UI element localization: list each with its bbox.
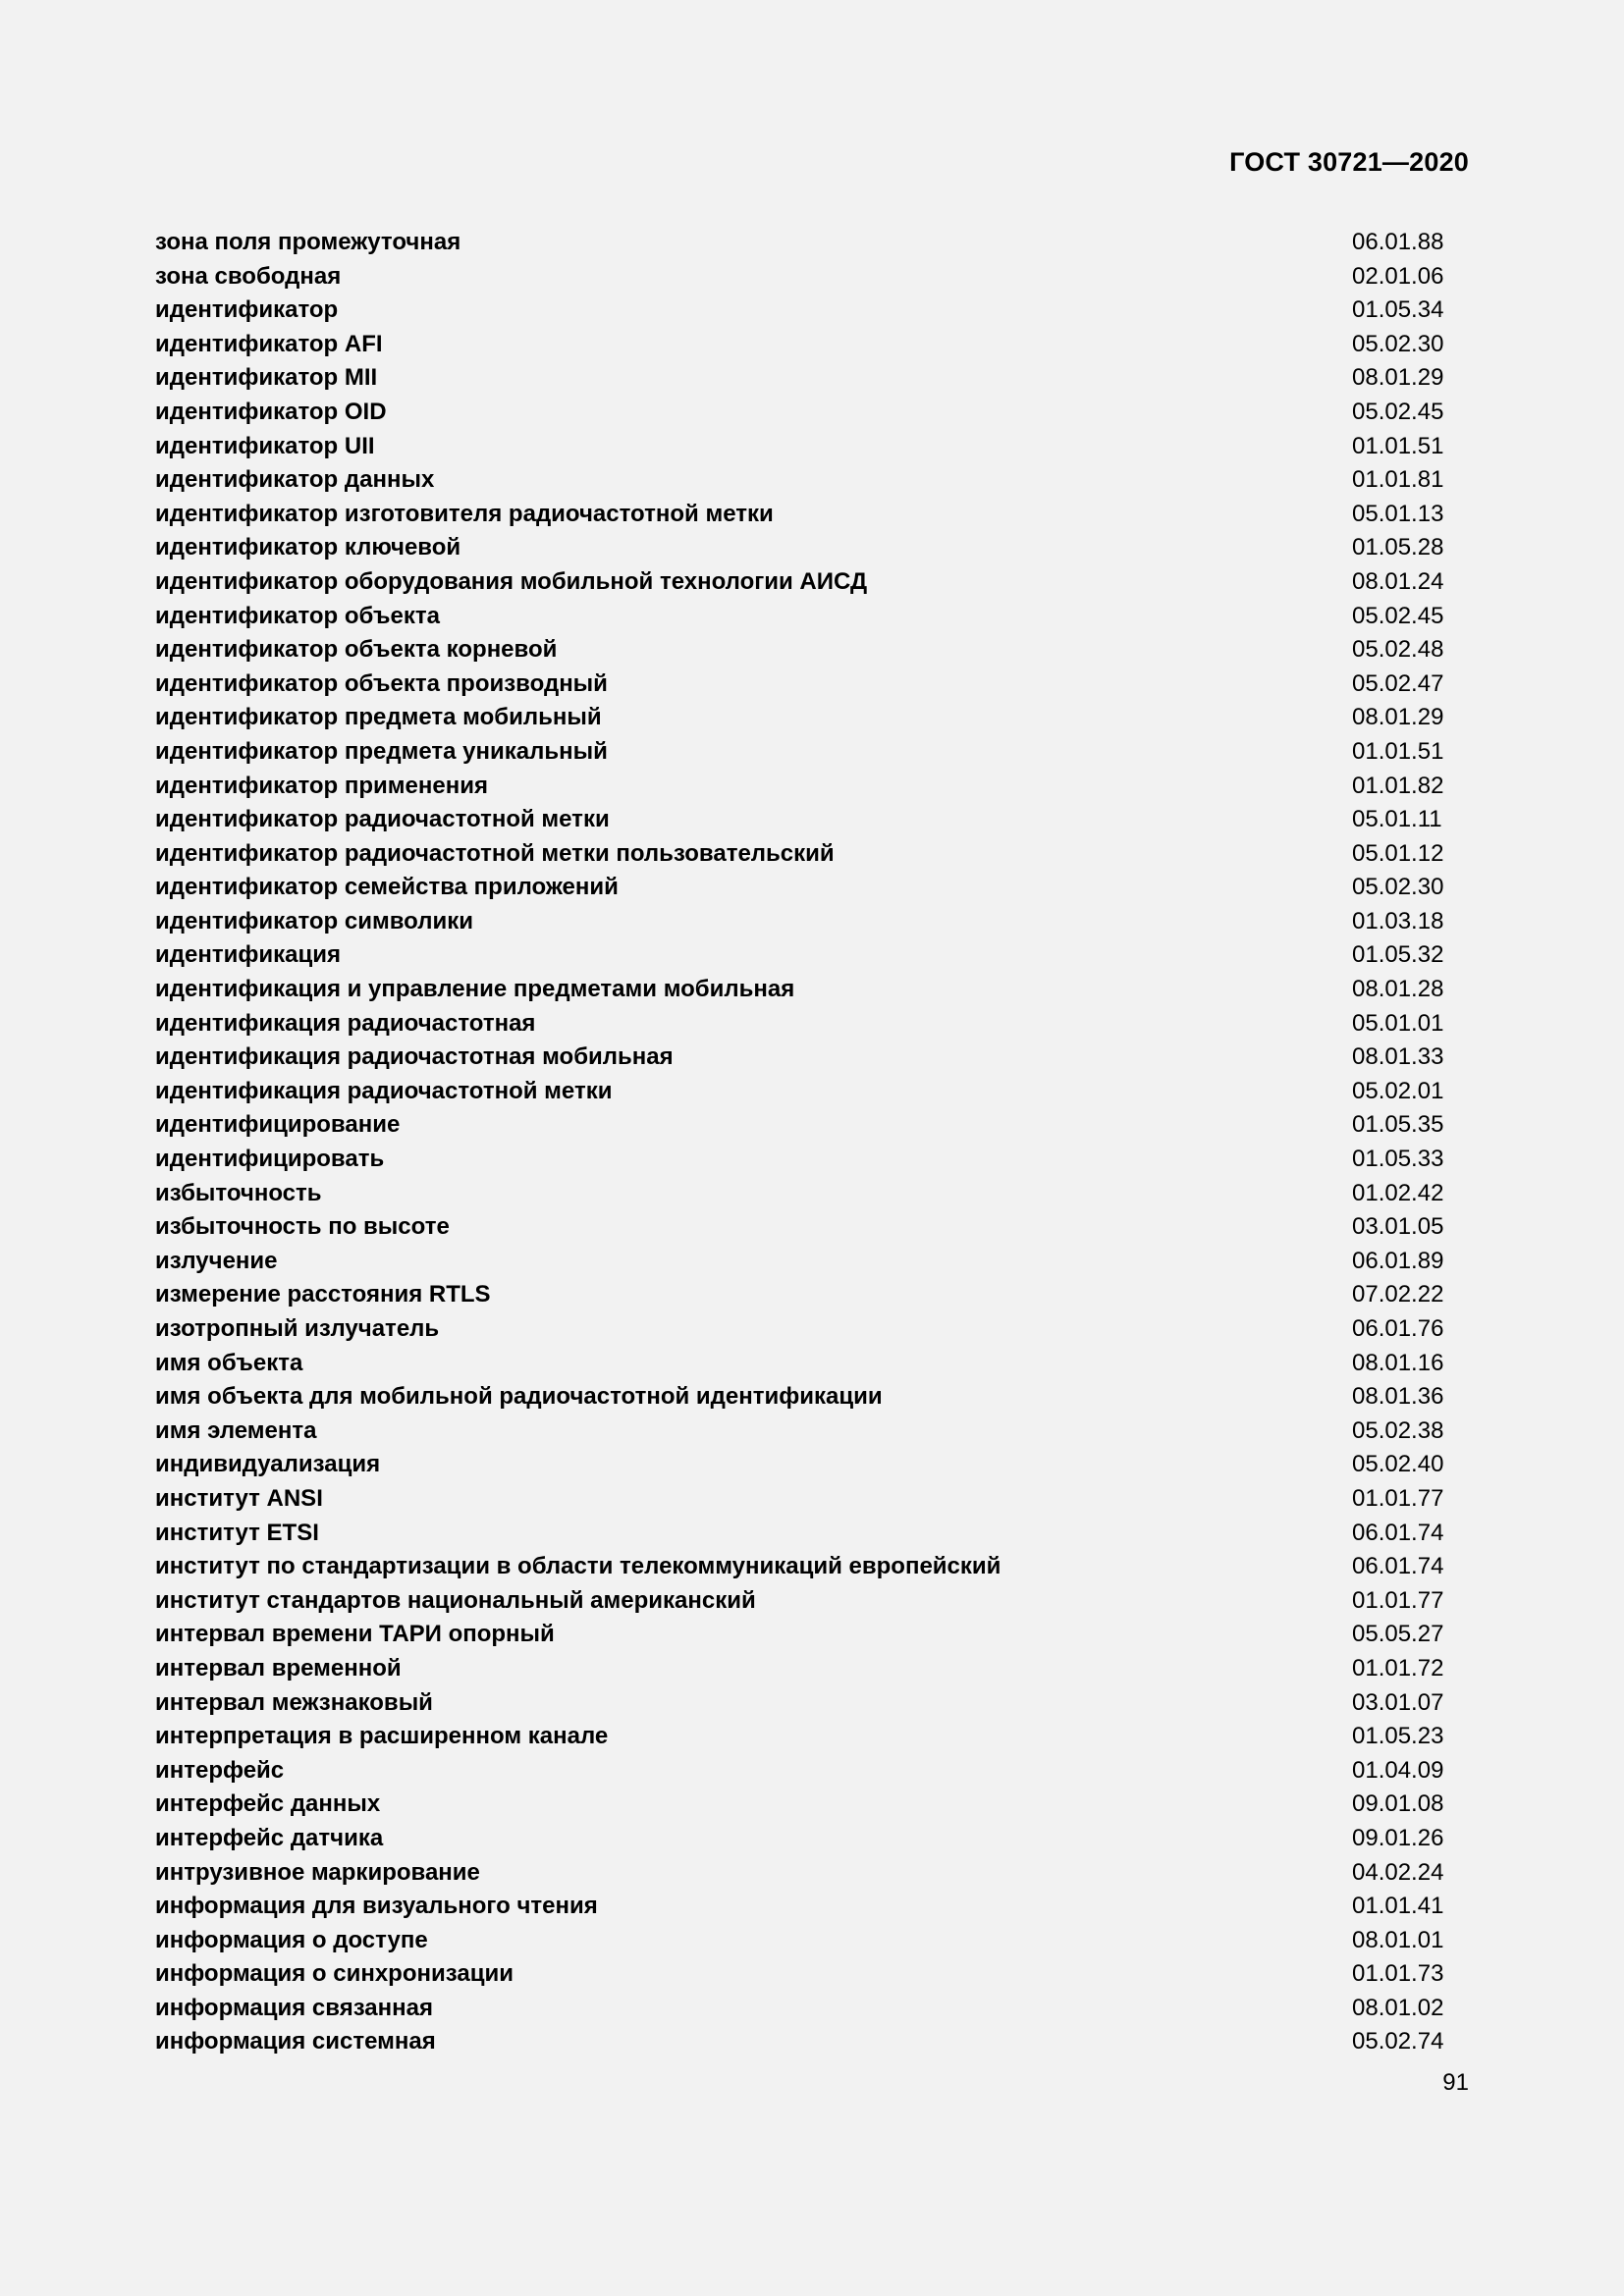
entry-code: 03.01.07 [1352, 1688, 1444, 1716]
entry-term: идентификатор применения [155, 772, 488, 799]
index-entry [155, 1143, 1447, 1177]
entry-code: 06.01.74 [1352, 1553, 1444, 1580]
index-entry [155, 600, 1447, 634]
entry-term: изотропный излучатель [155, 1315, 440, 1342]
index-entry [155, 1482, 1447, 1517]
index-entry [155, 938, 1447, 973]
entry-term: интерфейс данных [155, 1790, 381, 1818]
index-entry [155, 1822, 1447, 1856]
entry-code: 05.02.30 [1352, 874, 1444, 901]
entry-term: интерфейс [155, 1756, 285, 1784]
entry-code: 01.05.32 [1352, 941, 1444, 969]
entry-term: интервал времени ТАРИ опорный [155, 1621, 555, 1648]
entry-term: идентификатор UII [155, 432, 375, 459]
entry-code: 08.01.36 [1352, 1383, 1444, 1411]
entry-term: идентификатор объекта корневой [155, 636, 558, 664]
entry-code: 05.05.27 [1352, 1621, 1444, 1648]
entry-code: 05.02.48 [1352, 636, 1444, 664]
index-entry [155, 1312, 1447, 1347]
entry-code: 04.02.24 [1352, 1858, 1444, 1886]
entry-code: 03.01.05 [1352, 1213, 1444, 1241]
index-entry [155, 701, 1447, 735]
index-entry [155, 1415, 1447, 1449]
entry-code: 05.02.45 [1352, 398, 1444, 425]
index-entry [155, 1924, 1447, 1958]
index-entry [155, 973, 1447, 1007]
entry-term: идентифицирование [155, 1111, 401, 1139]
index-entry [155, 1278, 1447, 1312]
index-entry [155, 1550, 1447, 1584]
entry-code: 01.01.41 [1352, 1893, 1444, 1920]
entry-term: идентификатор радиочастотной метки пользовательский [155, 839, 835, 867]
entry-term: идентификатор семейства приложений [155, 874, 619, 901]
index-entry [155, 463, 1447, 498]
entry-code: 01.04.09 [1352, 1756, 1444, 1784]
index-entry [155, 871, 1447, 905]
index-entry [155, 1584, 1447, 1619]
index-entry [155, 396, 1447, 430]
entry-term: избыточность [155, 1179, 322, 1206]
entry-code: 08.01.29 [1352, 364, 1444, 392]
entry-term: зона свободная [155, 262, 342, 290]
index-entry [155, 260, 1447, 294]
entry-term: идентификатор AFI [155, 330, 383, 357]
entry-term: идентификатор данных [155, 466, 435, 494]
entry-term: избыточность по высоте [155, 1213, 450, 1241]
index-entry [155, 735, 1447, 770]
entry-code: 01.05.23 [1352, 1723, 1444, 1750]
index-entry [155, 1992, 1447, 2026]
index-entry [155, 498, 1447, 532]
entry-code: 05.02.40 [1352, 1451, 1444, 1478]
index-entry [155, 1007, 1447, 1041]
entry-code: 08.01.28 [1352, 976, 1444, 1003]
entry-code: 01.01.77 [1352, 1586, 1444, 1614]
index-entry [155, 837, 1447, 872]
term-index-list [155, 226, 1447, 2059]
entry-term: информация о доступе [155, 1926, 428, 1953]
entry-code: 01.01.51 [1352, 737, 1444, 765]
page-number: 91 [1442, 2069, 1469, 2096]
entry-code: 01.01.77 [1352, 1484, 1444, 1512]
entry-code: 01.01.81 [1352, 466, 1444, 494]
entry-term: интерпретация в расширенном канале [155, 1723, 609, 1750]
index-entry [155, 1686, 1447, 1721]
entry-term: идентификатор [155, 296, 339, 324]
entry-term: идентификация [155, 941, 341, 969]
entry-term: измерение расстояния RTLS [155, 1281, 491, 1308]
index-entry [155, 226, 1447, 260]
index-entry [155, 1075, 1447, 1109]
entry-code: 05.02.30 [1352, 330, 1444, 357]
index-entry [155, 1652, 1447, 1686]
entry-code: 05.01.13 [1352, 500, 1444, 527]
entry-code: 01.01.82 [1352, 772, 1444, 799]
entry-term: интервал межзнаковый [155, 1688, 433, 1716]
index-entry [155, 1788, 1447, 1822]
entry-term: идентифицировать [155, 1146, 385, 1173]
index-entry [155, 1517, 1447, 1551]
entry-code: 01.05.28 [1352, 534, 1444, 561]
entry-term: имя объекта [155, 1349, 303, 1376]
index-entry [155, 1245, 1447, 1279]
entry-code: 06.01.76 [1352, 1315, 1444, 1342]
entry-code: 05.02.01 [1352, 1077, 1444, 1104]
entry-term: идентификатор объекта производный [155, 669, 608, 697]
entry-code: 08.01.16 [1352, 1349, 1444, 1376]
index-entry [155, 1754, 1447, 1789]
entry-term: излучение [155, 1247, 278, 1274]
entry-term: зона поля промежуточная [155, 229, 461, 255]
entry-term: идентификатор OID [155, 398, 387, 425]
entry-term: институт ETSI [155, 1519, 319, 1546]
entry-term: институт стандартов национальный американский [155, 1586, 756, 1614]
entry-term: идентификатор предмета уникальный [155, 737, 608, 765]
entry-code: 05.02.38 [1352, 1416, 1444, 1444]
entry-code: 09.01.08 [1352, 1790, 1444, 1818]
index-entry [155, 667, 1447, 702]
entry-code: 08.01.01 [1352, 1926, 1444, 1953]
entry-code: 01.01.73 [1352, 1960, 1444, 1988]
entry-code: 01.01.51 [1352, 432, 1444, 459]
entry-term: идентификатор оборудования мобильной технологии АИСД [155, 567, 868, 595]
entry-term: информация связанная [155, 1994, 433, 2021]
entry-code: 05.01.12 [1352, 839, 1444, 867]
entry-term: идентификатор ключевой [155, 534, 461, 561]
entry-code: 06.01.88 [1352, 229, 1444, 255]
entry-code: 01.02.42 [1352, 1179, 1444, 1206]
index-entry [155, 1041, 1447, 1075]
document-header: ГОСТ 30721—2020 [1229, 147, 1469, 177]
entry-code: 01.03.18 [1352, 907, 1444, 934]
entry-term: идентификация радиочастотной метки [155, 1077, 613, 1104]
entry-term: информация системная [155, 2028, 436, 2056]
entry-code: 08.01.02 [1352, 1994, 1444, 2021]
entry-term: индивидуализация [155, 1451, 381, 1478]
entry-term: идентификатор символики [155, 907, 473, 934]
entry-term: институт ANSI [155, 1484, 323, 1512]
entry-code: 07.02.22 [1352, 1281, 1444, 1308]
entry-code: 05.01.01 [1352, 1009, 1444, 1037]
index-entry [155, 770, 1447, 804]
index-entry [155, 361, 1447, 396]
entry-term: идентификация и управление предметами мобильная [155, 976, 795, 1003]
entry-code: 08.01.29 [1352, 704, 1444, 731]
index-entry [155, 430, 1447, 464]
index-entry [155, 1618, 1447, 1652]
entry-code: 06.01.89 [1352, 1247, 1444, 1274]
index-entry [155, 565, 1447, 600]
entry-code: 06.01.74 [1352, 1519, 1444, 1546]
entry-code: 09.01.26 [1352, 1824, 1444, 1851]
entry-code: 01.05.33 [1352, 1146, 1444, 1173]
index-entry [155, 1177, 1447, 1211]
index-entry [155, 1720, 1447, 1754]
entry-term: имя объекта для мобильной радиочастотной идентификации [155, 1383, 883, 1411]
entry-term: идентификация радиочастотная [155, 1009, 536, 1037]
entry-code: 05.02.47 [1352, 669, 1444, 697]
index-entry [155, 633, 1447, 667]
index-entry [155, 2025, 1447, 2059]
entry-code: 08.01.24 [1352, 567, 1444, 595]
entry-term: идентификатор радиочастотной метки [155, 806, 610, 833]
entry-term: идентификатор объекта [155, 602, 441, 629]
index-entry [155, 1380, 1447, 1415]
entry-code: 01.01.72 [1352, 1654, 1444, 1682]
entry-term: информация о синхронизации [155, 1960, 514, 1988]
entry-code: 01.05.34 [1352, 296, 1444, 324]
entry-term: информация для визуального чтения [155, 1893, 598, 1920]
index-entry [155, 294, 1447, 328]
entry-code: 08.01.33 [1352, 1043, 1444, 1071]
entry-term: интервал временной [155, 1654, 402, 1682]
entry-code: 05.02.74 [1352, 2028, 1444, 2056]
index-entry [155, 1890, 1447, 1924]
index-entry [155, 1856, 1447, 1891]
entry-term: интерфейс датчика [155, 1824, 384, 1851]
entry-term: идентификатор изготовителя радиочастотной метки [155, 500, 774, 527]
entry-code: 05.01.11 [1352, 806, 1442, 833]
index-entry [155, 1108, 1447, 1143]
entry-term: идентификатор MII [155, 364, 378, 392]
entry-term: институт по стандартизации в области телекоммуникаций европейский [155, 1553, 1001, 1580]
entry-term: интрузивное маркирование [155, 1858, 480, 1886]
entry-term: имя элемента [155, 1416, 317, 1444]
entry-code: 02.01.06 [1352, 262, 1444, 290]
entry-term: идентификация радиочастотная мобильная [155, 1043, 674, 1071]
index-entry [155, 1957, 1447, 1992]
index-entry [155, 531, 1447, 565]
index-entry [155, 1347, 1447, 1381]
entry-term: идентификатор предмета мобильный [155, 704, 602, 731]
index-entry [155, 328, 1447, 362]
entry-code: 05.02.45 [1352, 602, 1444, 629]
entry-code: 01.05.35 [1352, 1111, 1444, 1139]
index-entry [155, 1210, 1447, 1245]
index-entry [155, 1448, 1447, 1482]
index-entry [155, 905, 1447, 939]
index-entry [155, 803, 1447, 837]
